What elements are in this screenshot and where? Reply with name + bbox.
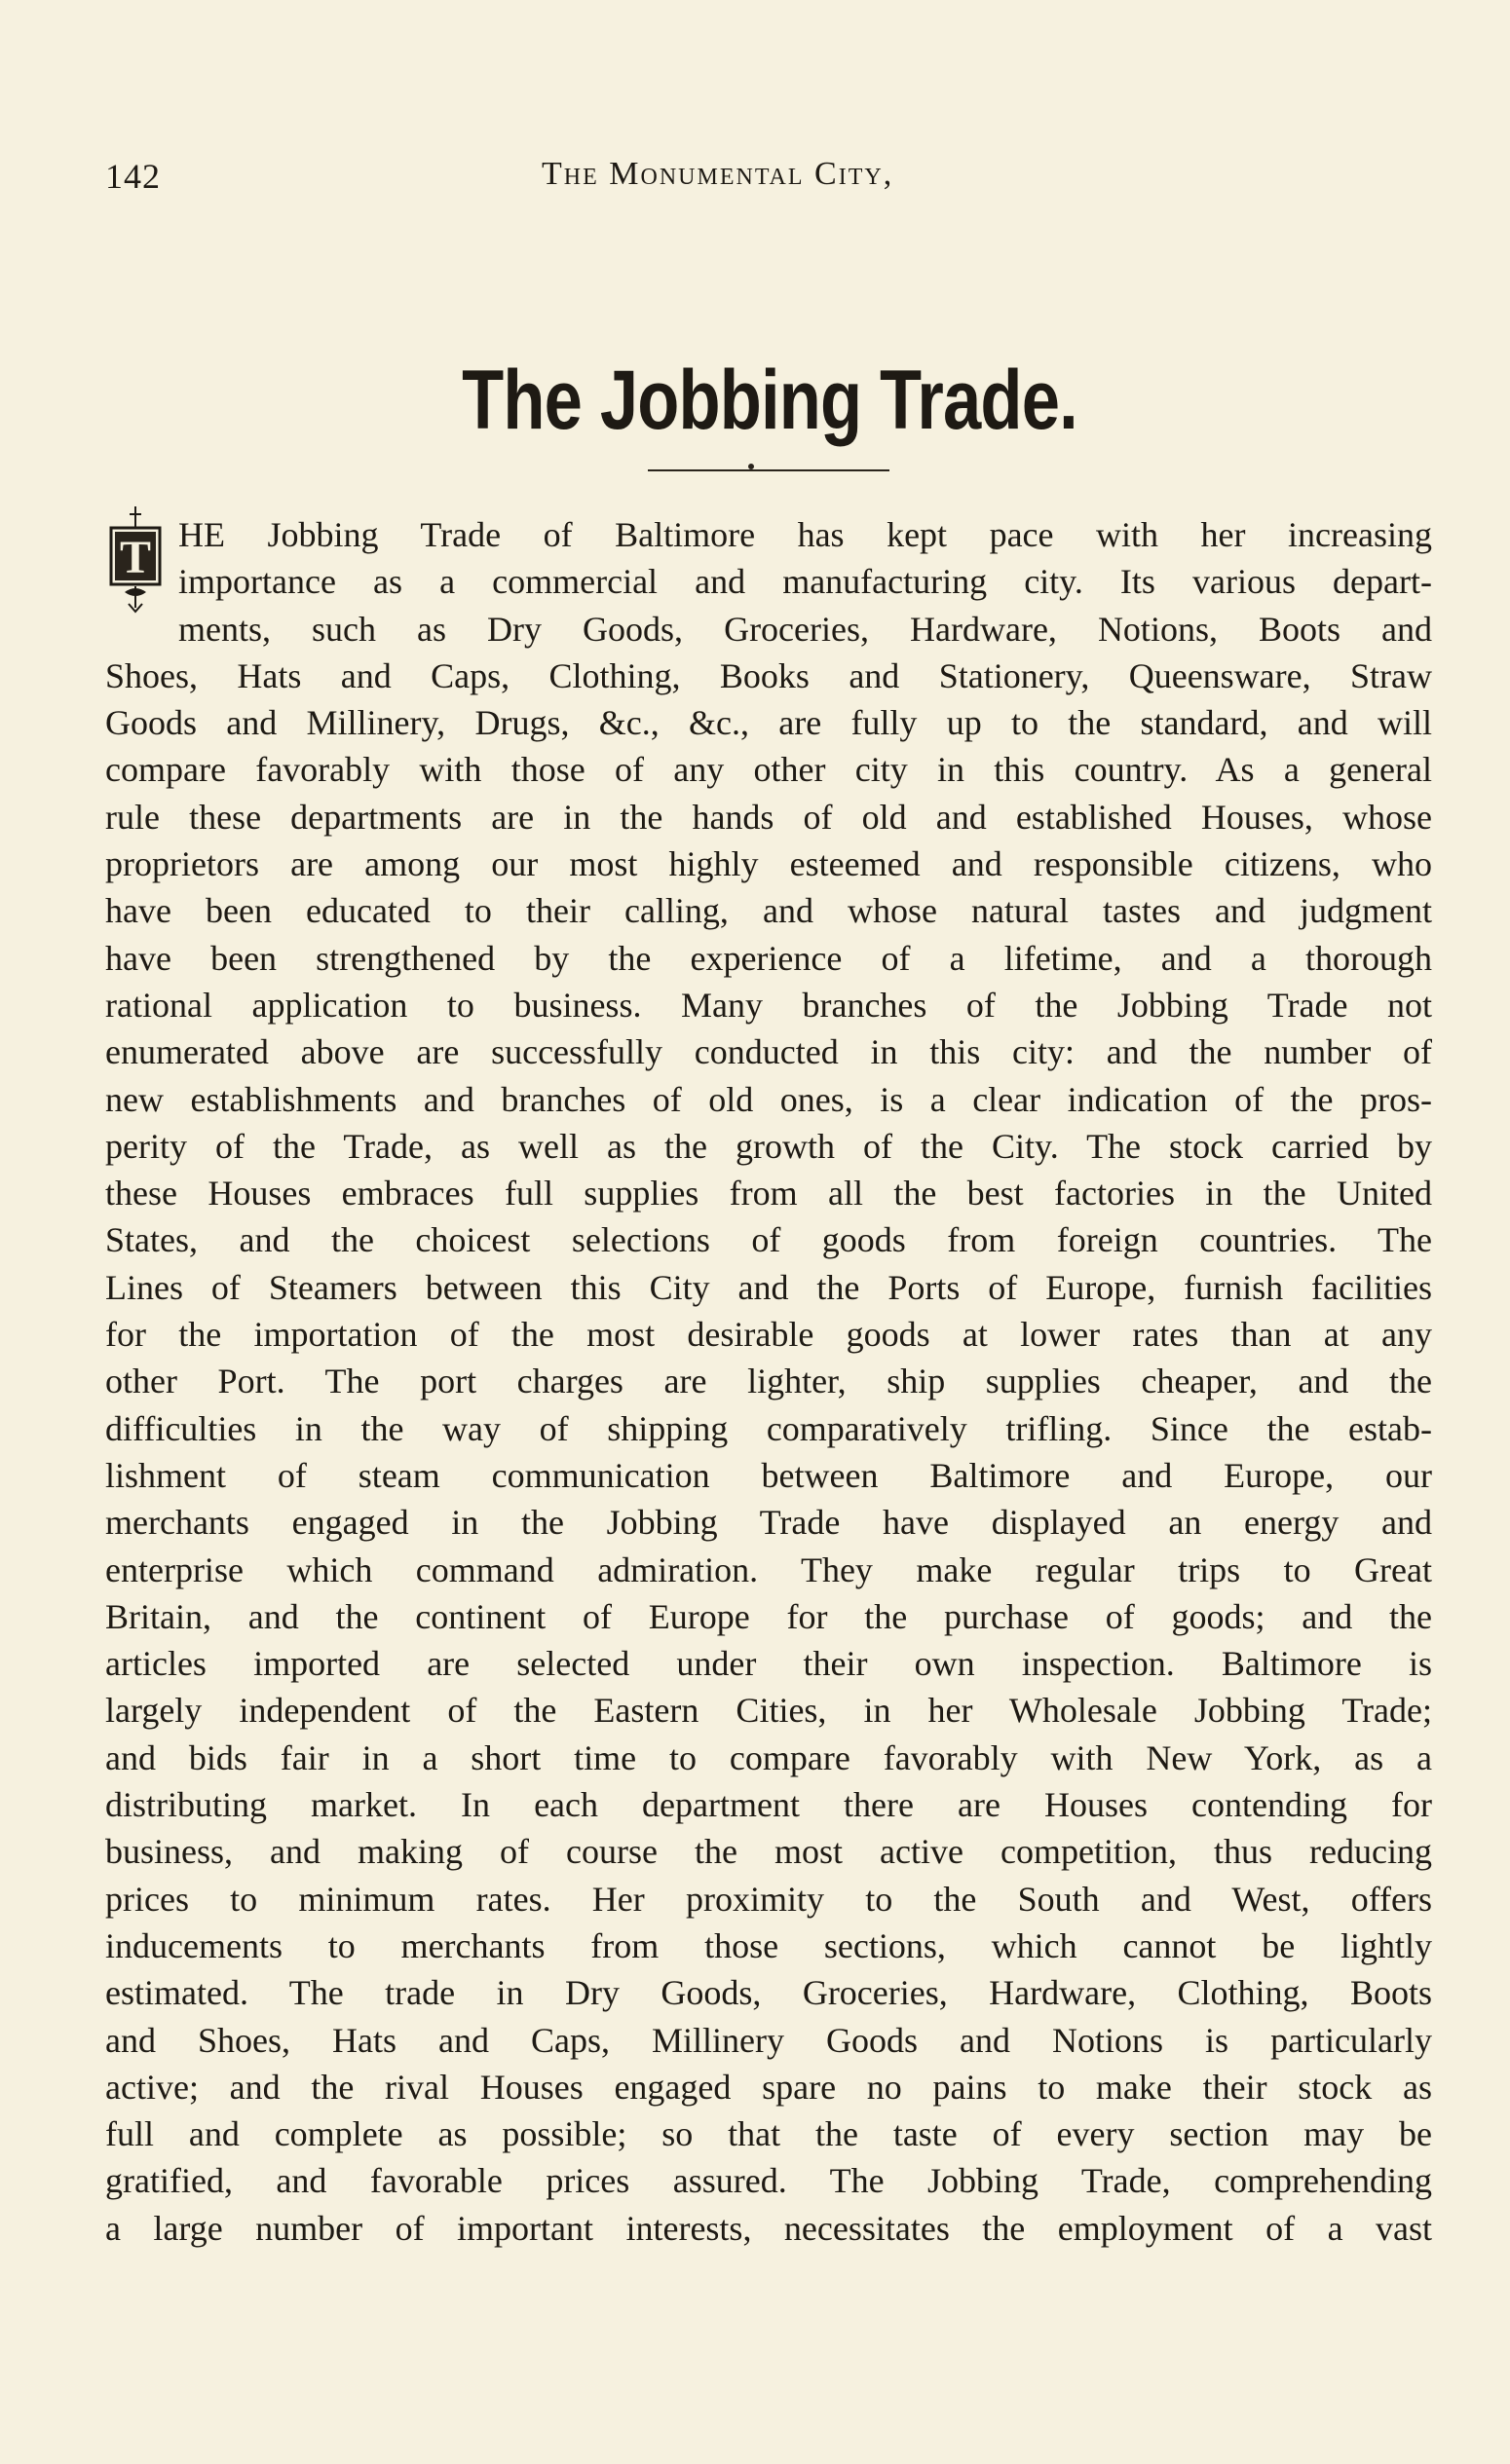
chapter-title: The Jobbing Trade. (462, 354, 1077, 447)
body-line: distributing market. In each department there are Houses contending for (105, 1785, 1432, 1825)
body-line: estimated. The trade in Dry Goods, Groceries, Hardware, Clothing, Boots (105, 1973, 1432, 2013)
body-line: ments, such as Dry Goods, Groceries, Hardware, Notions, Boots and (178, 609, 1432, 649)
body-line: a large number of important interests, necessitates the employment of a vast (105, 2208, 1432, 2248)
body-line: Lines of Steamers between this City and the Ports of Europe, furnish facilities (105, 1267, 1432, 1307)
title-rule-ornament (748, 464, 754, 469)
body-line: gratified, and favorable prices assured. The Jobbing Trade, comprehending (105, 2161, 1432, 2201)
body-line: HE Jobbing Trade of Baltimore has kept pace with her increasing (178, 515, 1432, 554)
body-line: Goods and Millinery, Drugs, &c., &c., are fully up to the standard, and will (105, 703, 1432, 743)
body-line: proprietors are among our most highly esteemed and responsible citizens, who (105, 844, 1432, 884)
body-line: compare favorably with those of any other city in this country. As a general (105, 750, 1432, 790)
drop-cap-letter: T (119, 532, 152, 583)
title-rule (648, 469, 889, 471)
body-line: rule these departments are in the hands of old and established Houses, whose (105, 797, 1432, 837)
body-line: enterprise which command admiration. They make regular trips to Great (105, 1549, 1432, 1589)
body-line: have been educated to their calling, and whose natural tastes and judgment (105, 891, 1432, 931)
page-number: 142 (105, 157, 161, 196)
running-head (105, 156, 1001, 205)
body-line: articles imported are selected under their own inspection. Baltimore is (105, 1644, 1432, 1684)
body-line: business, and making of course the most active competition, thus reducing (105, 1832, 1432, 1872)
body-line: and bids fair in a short time to compare favorably with New York, as a (105, 1737, 1432, 1777)
body-line: largely independent of the Eastern Cities, in her Wholesale Jobbing Trade; (105, 1691, 1432, 1731)
body-line: and Shoes, Hats and Caps, Millinery Goods and Notions is particularly (105, 2020, 1432, 2060)
body-line: difficulties in the way of shipping comparatively trifling. Since the estab- (105, 1408, 1432, 1448)
body-line: prices to minimum rates. Her proximity to the South and West, offers (105, 1879, 1432, 1919)
body-line: merchants engaged in the Jobbing Trade have displayed an energy and (105, 1503, 1432, 1543)
body-line: for the importation of the most desirable goods at lower rates than at any (105, 1315, 1432, 1355)
body-text (105, 511, 1432, 2252)
running-title: The Monumental City, (542, 156, 894, 192)
body-line: Britain, and the continent of Europe for the purchase of goods; and the (105, 1596, 1432, 1636)
body-line: Shoes, Hats and Caps, Clothing, Books and Stationery, Queensware, Straw (105, 655, 1432, 695)
body-line: importance as a commercial and manufacturing city. Its various depart- (178, 562, 1432, 602)
body-line: new establishments and branches of old ones, is a clear indication of the pros- (105, 1079, 1432, 1119)
body-line: these Houses embraces full supplies from all the best factories in the United (105, 1174, 1432, 1213)
body-line: States, and the choicest selections of goods from foreign countries. The (105, 1220, 1432, 1260)
body-line: have been strengthened by the experience of a lifetime, and a thorough (105, 938, 1432, 978)
body-line: rational application to business. Many branches of the Jobbing Trade not (105, 985, 1432, 1025)
body-line: full and complete as possible; so that the taste of every section may be (105, 2114, 1432, 2154)
body-line: other Port. The port charges are lighter, ship supplies cheaper, and the (105, 1362, 1432, 1401)
body-line: active; and the rival Houses engaged spare no pains to make their stock as (105, 2067, 1432, 2107)
body-line: perity of the Trade, as well as the growth of the City. The stock carried by (105, 1126, 1432, 1166)
body-line: lishment of steam communication between Baltimore and Europe, our (105, 1455, 1432, 1495)
body-line: inducements to merchants from those sections, which cannot be lightly (105, 1925, 1432, 1965)
body-line: enumerated above are successfully conducted in this city: and the number of (105, 1032, 1432, 1072)
